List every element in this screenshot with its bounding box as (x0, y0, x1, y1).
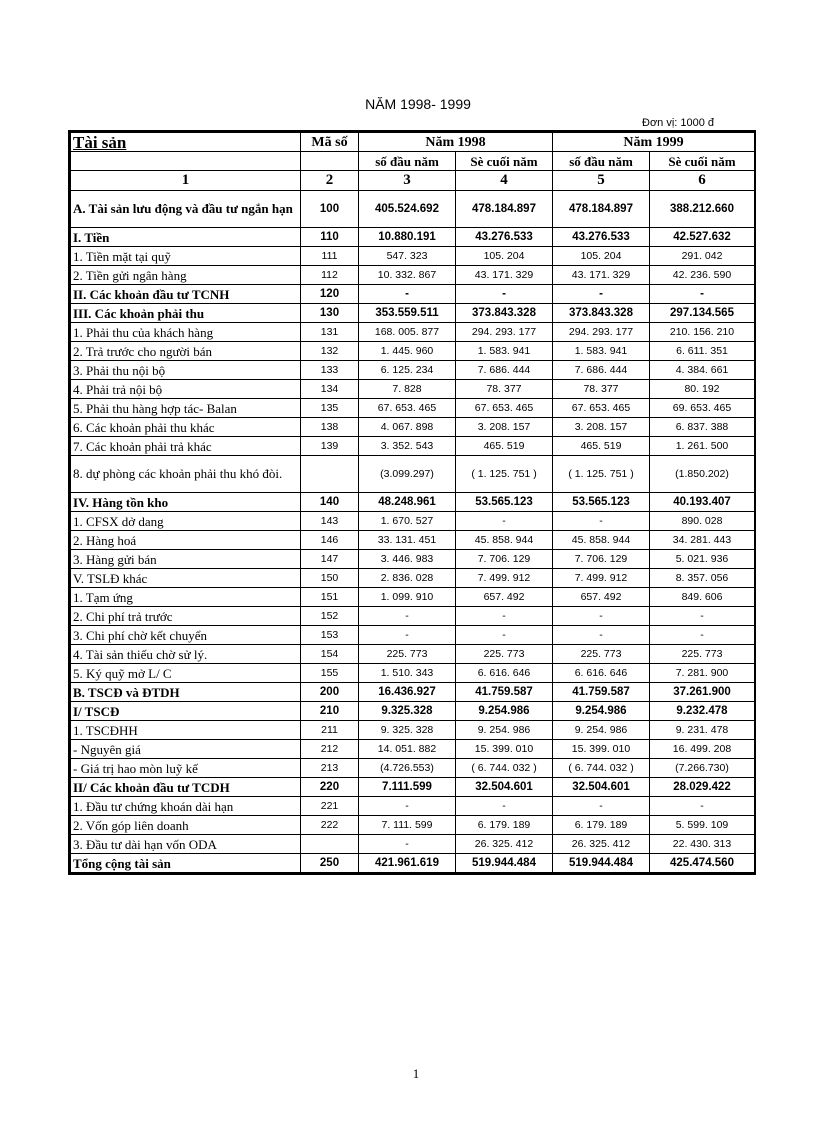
row-code (301, 456, 359, 493)
value-cell: 373.843.328 (553, 304, 650, 323)
value-cell: 3. 446. 983 (359, 550, 456, 569)
value-cell: 43. 171. 329 (456, 266, 553, 285)
value-cell: 890. 028 (650, 512, 755, 531)
value-cell: 41.759.587 (456, 683, 553, 702)
row-label: 4. Phải trả nội bộ (71, 380, 301, 399)
row-label: 2. Chi phí trả trước (71, 607, 301, 626)
value-cell: 28.029.422 (650, 778, 755, 797)
row-label: 7. Các khoản phải trả khác (71, 437, 301, 456)
table-row (71, 266, 755, 285)
value-cell: 294. 293. 177 (456, 323, 553, 342)
empty-header-cell (71, 152, 301, 171)
row-label: II/ Các khoản đầu tư TCDH (71, 778, 301, 797)
value-cell: 9.254.986 (553, 702, 650, 721)
row-code: 147 (301, 550, 359, 569)
row-code: 146 (301, 531, 359, 550)
table-row (71, 664, 755, 683)
value-cell: 22. 430. 313 (650, 835, 755, 854)
row-code: 139 (301, 437, 359, 456)
row-label: II. Các khoản đầu tư TCNH (71, 285, 301, 304)
value-cell: (4.726.553) (359, 759, 456, 778)
value-cell: 41.759.587 (553, 683, 650, 702)
column-number: 5 (553, 171, 650, 191)
table-row (71, 569, 755, 588)
row-code: 210 (301, 702, 359, 721)
value-cell: 42.527.632 (650, 228, 755, 247)
row-code: 143 (301, 512, 359, 531)
value-cell: - (456, 797, 553, 816)
row-code: 131 (301, 323, 359, 342)
value-cell: - (650, 607, 755, 626)
value-cell: - (359, 607, 456, 626)
value-cell: 33. 131. 451 (359, 531, 456, 550)
table-row (71, 285, 755, 304)
row-code: 133 (301, 361, 359, 380)
row-code: 140 (301, 493, 359, 512)
value-cell: - (456, 285, 553, 304)
row-label: 3. Đầu tư dài hạn vốn ODA (71, 835, 301, 854)
row-label: A. Tài sản lưu động và đầu tư ngắn hạn (71, 191, 301, 228)
table-row (71, 361, 755, 380)
value-cell: 69. 653. 465 (650, 399, 755, 418)
value-cell: - (650, 626, 755, 645)
table-row (71, 418, 755, 437)
page-number: 1 (412, 1066, 420, 1081)
value-cell: (7.266.730) (650, 759, 755, 778)
value-cell: 6. 179. 189 (456, 816, 553, 835)
empty-header-cell (301, 152, 359, 171)
value-cell: 9. 325. 328 (359, 721, 456, 740)
row-label: 4. Tài sản thiếu chờ sử lý. (71, 645, 301, 664)
value-cell: 6. 125. 234 (359, 361, 456, 380)
value-cell: 168. 005. 877 (359, 323, 456, 342)
value-cell: 32.504.601 (456, 778, 553, 797)
table-row (71, 550, 755, 569)
value-cell: 9. 254. 986 (553, 721, 650, 740)
table-row (71, 588, 755, 607)
value-cell: - (650, 797, 755, 816)
row-label: 1. Phải thu của khách hàng (71, 323, 301, 342)
value-cell: 7. 499. 912 (553, 569, 650, 588)
row-code: 154 (301, 645, 359, 664)
value-cell: 7. 686. 444 (456, 361, 553, 380)
value-cell: 478.184.897 (553, 191, 650, 228)
row-code: 138 (301, 418, 359, 437)
row-label: 5. Phải thu hàng hợp tác- Balan (71, 399, 301, 418)
row-label: III. Các khoản phải thu (71, 304, 301, 323)
table-row (71, 191, 755, 228)
row-label: 6. Các khoản phải thu khác (71, 418, 301, 437)
row-code: 153 (301, 626, 359, 645)
value-cell: 6. 611. 351 (650, 342, 755, 361)
value-cell: 7. 499. 912 (456, 569, 553, 588)
row-label: 1. CFSX dở dang (71, 512, 301, 531)
value-cell: 373.843.328 (456, 304, 553, 323)
value-cell: 37.261.900 (650, 683, 755, 702)
table-row (71, 854, 755, 873)
year-1998-header: Năm 1998 (359, 133, 553, 152)
value-cell: 7. 706. 129 (553, 550, 650, 569)
header-row-periods (71, 152, 755, 171)
row-code: 111 (301, 247, 359, 266)
value-cell: 10.880.191 (359, 228, 456, 247)
value-cell: 6. 837. 388 (650, 418, 755, 437)
row-code: 134 (301, 380, 359, 399)
value-cell: 519.944.484 (456, 854, 553, 873)
value-cell: ( 1. 125. 751 ) (553, 456, 650, 493)
header-row-years (71, 133, 755, 152)
start-of-year-header: số đầu năm (359, 152, 456, 171)
row-code: 151 (301, 588, 359, 607)
value-cell: 40.193.407 (650, 493, 755, 512)
value-cell: - (553, 626, 650, 645)
value-cell: (1.850.202) (650, 456, 755, 493)
value-cell: 6. 616. 646 (456, 664, 553, 683)
value-cell: - (650, 285, 755, 304)
row-code: 200 (301, 683, 359, 702)
balance-sheet-table (68, 130, 756, 875)
value-cell: 388.212.660 (650, 191, 755, 228)
value-cell: - (456, 512, 553, 531)
value-cell: 15. 399. 010 (553, 740, 650, 759)
value-cell: 67. 653. 465 (553, 399, 650, 418)
row-label: 1. Tạm ứng (71, 588, 301, 607)
table-row (71, 247, 755, 266)
value-cell: 478.184.897 (456, 191, 553, 228)
row-label: IV. Hàng tồn kho (71, 493, 301, 512)
row-code: 152 (301, 607, 359, 626)
value-cell: 225. 773 (650, 645, 755, 664)
row-code: 130 (301, 304, 359, 323)
value-cell: - (553, 512, 650, 531)
table-row (71, 702, 755, 721)
value-cell: - (456, 626, 553, 645)
value-cell: 67. 653. 465 (359, 399, 456, 418)
value-cell: ( 6. 744. 032 ) (456, 759, 553, 778)
value-cell: 45. 858. 944 (553, 531, 650, 550)
column-number: 1 (71, 171, 301, 191)
row-label: 1. Tiền mặt tại quỹ (71, 247, 301, 266)
value-cell: - (553, 797, 650, 816)
value-cell: - (359, 797, 456, 816)
table-row (71, 740, 755, 759)
value-cell: 53.565.123 (456, 493, 553, 512)
row-label: 8. dự phòng các khoản phải thu khó đòi. (71, 456, 301, 493)
value-cell: 4. 384. 661 (650, 361, 755, 380)
value-cell: 657. 492 (553, 588, 650, 607)
row-code: 213 (301, 759, 359, 778)
table-row (71, 626, 755, 645)
value-cell: 6. 616. 646 (553, 664, 650, 683)
value-cell: 32.504.601 (553, 778, 650, 797)
value-cell: 1. 261. 500 (650, 437, 755, 456)
row-label: 1. Đầu tư chứng khoán dài hạn (71, 797, 301, 816)
value-cell: 14. 051. 882 (359, 740, 456, 759)
value-cell: 43. 171. 329 (553, 266, 650, 285)
row-label: - Giá trị hao mòn luỹ kế (71, 759, 301, 778)
value-cell: 48.248.961 (359, 493, 456, 512)
value-cell: 1. 510. 343 (359, 664, 456, 683)
value-cell: 16.436.927 (359, 683, 456, 702)
row-code: 135 (301, 399, 359, 418)
value-cell: 9. 254. 986 (456, 721, 553, 740)
row-code: 132 (301, 342, 359, 361)
value-cell: 421.961.619 (359, 854, 456, 873)
column-number: 4 (456, 171, 553, 191)
value-cell: 405.524.692 (359, 191, 456, 228)
value-cell: 7. 111. 599 (359, 816, 456, 835)
value-cell: 210. 156. 210 (650, 323, 755, 342)
value-cell: 80. 192 (650, 380, 755, 399)
table-row (71, 323, 755, 342)
row-code: 155 (301, 664, 359, 683)
row-label: 2. Tiền gửi ngân hàng (71, 266, 301, 285)
row-code: 222 (301, 816, 359, 835)
row-label: I. Tiền (71, 228, 301, 247)
value-cell: 78. 377 (456, 380, 553, 399)
row-label: V. TSLĐ khác (71, 569, 301, 588)
row-label: - Nguyên giá (71, 740, 301, 759)
value-cell: 291. 042 (650, 247, 755, 266)
value-cell: 10. 332. 867 (359, 266, 456, 285)
row-code: 112 (301, 266, 359, 285)
row-code (301, 835, 359, 854)
value-cell: 9.232.478 (650, 702, 755, 721)
row-label: 2. Trả trước cho người bán (71, 342, 301, 361)
table-row (71, 456, 755, 493)
row-code: 100 (301, 191, 359, 228)
row-label: I/ TSCĐ (71, 702, 301, 721)
value-cell: 225. 773 (553, 645, 650, 664)
table-row (71, 228, 755, 247)
table-row (71, 607, 755, 626)
table-row (71, 683, 755, 702)
value-cell: - (553, 285, 650, 304)
row-label: B. TSCĐ và ĐTDH (71, 683, 301, 702)
value-cell: 3. 352. 543 (359, 437, 456, 456)
table-row (71, 816, 755, 835)
value-cell: 225. 773 (359, 645, 456, 664)
row-code: 150 (301, 569, 359, 588)
value-cell: 42. 236. 590 (650, 266, 755, 285)
value-cell: 53.565.123 (553, 493, 650, 512)
table-row (71, 645, 755, 664)
row-label: 2. Vốn góp liên doanh (71, 816, 301, 835)
table-row (71, 437, 755, 456)
table-row (71, 342, 755, 361)
row-code: 250 (301, 854, 359, 873)
value-cell: 5. 021. 936 (650, 550, 755, 569)
value-cell: 1. 099. 910 (359, 588, 456, 607)
start-of-year-header: số đầu năm (553, 152, 650, 171)
end-of-year-header: Sè cuối năm (456, 152, 553, 171)
row-code: 211 (301, 721, 359, 740)
value-cell: - (553, 607, 650, 626)
value-cell: 15. 399. 010 (456, 740, 553, 759)
value-cell: 67. 653. 465 (456, 399, 553, 418)
row-code: 221 (301, 797, 359, 816)
row-label: 5. Ký quỹ mở L/ C (71, 664, 301, 683)
table-row (71, 797, 755, 816)
row-code: 120 (301, 285, 359, 304)
value-cell: 657. 492 (456, 588, 553, 607)
value-cell: 7. 281. 900 (650, 664, 755, 683)
value-cell: - (359, 285, 456, 304)
value-cell: 547. 323 (359, 247, 456, 266)
value-cell: 105. 204 (553, 247, 650, 266)
year-1999-header: Năm 1999 (553, 133, 755, 152)
row-code: 212 (301, 740, 359, 759)
asset-column-header: Tài sản (71, 133, 301, 152)
value-cell: 5. 599. 109 (650, 816, 755, 835)
table-row (71, 304, 755, 323)
table-body (71, 191, 755, 873)
value-cell: 26. 325. 412 (456, 835, 553, 854)
row-code: 110 (301, 228, 359, 247)
value-cell: 43.276.533 (553, 228, 650, 247)
value-cell: 1. 583. 941 (456, 342, 553, 361)
value-cell: 7. 828 (359, 380, 456, 399)
value-cell: 9. 231. 478 (650, 721, 755, 740)
value-cell: - (456, 607, 553, 626)
row-label: 2. Hàng hoá (71, 531, 301, 550)
code-column-header: Mã số (301, 133, 359, 152)
table-row (71, 721, 755, 740)
value-cell: 297.134.565 (650, 304, 755, 323)
row-label: 1. TSCĐHH (71, 721, 301, 740)
value-cell: 16. 499. 208 (650, 740, 755, 759)
column-number: 6 (650, 171, 755, 191)
value-cell: 4. 067. 898 (359, 418, 456, 437)
column-number: 3 (359, 171, 456, 191)
value-cell: 225. 773 (456, 645, 553, 664)
row-code: 220 (301, 778, 359, 797)
value-cell: 849. 606 (650, 588, 755, 607)
value-cell: 425.474.560 (650, 854, 755, 873)
value-cell: 1. 445. 960 (359, 342, 456, 361)
column-number-row (71, 171, 755, 191)
value-cell: 26. 325. 412 (553, 835, 650, 854)
value-cell: 9.254.986 (456, 702, 553, 721)
value-cell: ( 1. 125. 751 ) (456, 456, 553, 493)
value-cell: 3. 208. 157 (456, 418, 553, 437)
value-cell: 43.276.533 (456, 228, 553, 247)
value-cell: 1. 670. 527 (359, 512, 456, 531)
column-number: 2 (301, 171, 359, 191)
row-label: 3. Hàng gửi bán (71, 550, 301, 569)
table-row (71, 380, 755, 399)
value-cell: 9.325.328 (359, 702, 456, 721)
table-row (71, 512, 755, 531)
table-row (71, 493, 755, 512)
value-cell: - (359, 626, 456, 645)
row-label: Tổng cộng tài sản (71, 854, 301, 873)
value-cell: (3.099.297) (359, 456, 456, 493)
value-cell: 1. 583. 941 (553, 342, 650, 361)
value-cell: 7.111.599 (359, 778, 456, 797)
value-cell: 2. 836. 028 (359, 569, 456, 588)
value-cell: 7. 706. 129 (456, 550, 553, 569)
table-row (71, 759, 755, 778)
value-cell: 3. 208. 157 (553, 418, 650, 437)
value-cell: 45. 858. 944 (456, 531, 553, 550)
document-title: NĂM 1998- 1999 (365, 96, 471, 112)
table-row (71, 835, 755, 854)
table-row (71, 778, 755, 797)
value-cell: 8. 357. 056 (650, 569, 755, 588)
value-cell: 78. 377 (553, 380, 650, 399)
value-cell: 34. 281. 443 (650, 531, 755, 550)
value-cell: 6. 179. 189 (553, 816, 650, 835)
value-cell: 7. 686. 444 (553, 361, 650, 380)
value-cell: - (359, 835, 456, 854)
table-row (71, 531, 755, 550)
value-cell: 353.559.511 (359, 304, 456, 323)
row-label: 3. Chi phí chờ kết chuyển (71, 626, 301, 645)
value-cell: 465. 519 (553, 437, 650, 456)
row-label: 3. Phải thu nội bộ (71, 361, 301, 380)
value-cell: 294. 293. 177 (553, 323, 650, 342)
value-cell: ( 6. 744. 032 ) (553, 759, 650, 778)
end-of-year-header: Sè cuối năm (650, 152, 755, 171)
value-cell: 465. 519 (456, 437, 553, 456)
unit-label: Đơn vị: 1000 đ (642, 117, 715, 129)
value-cell: 519.944.484 (553, 854, 650, 873)
value-cell: 105. 204 (456, 247, 553, 266)
table-row (71, 399, 755, 418)
